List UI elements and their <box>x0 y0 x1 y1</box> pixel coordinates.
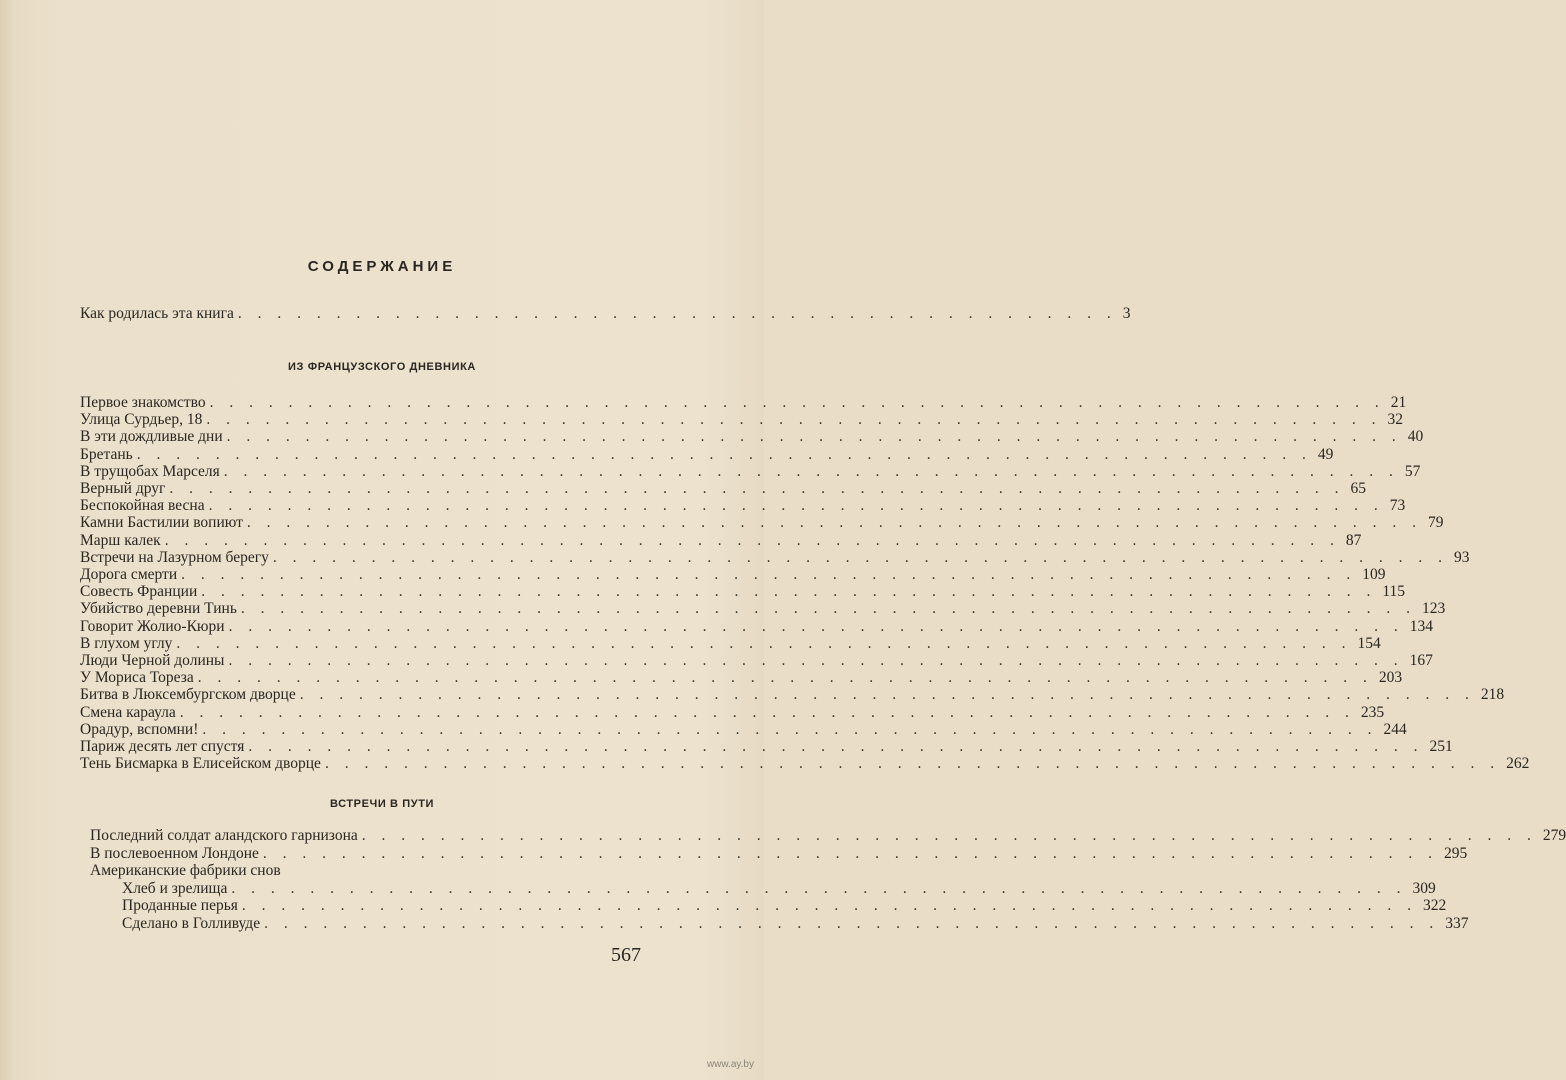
toc-entry-page: 235 <box>1360 703 1385 721</box>
toc-entry-page: 109 <box>1362 566 1386 583</box>
toc-entry-title: Американские фабрики снов <box>90 862 281 880</box>
toc-entry-page: 65 <box>1350 480 1367 497</box>
toc-entry <box>80 531 1362 550</box>
toc-entry <box>122 879 1436 898</box>
toc-leader-dots: . . . . . . . . . . . . . . . . . . . . . . . . . . . . . . . . . . . . . . . . . . . . . . . . . . . . . . . . . . . . <box>324 755 1501 773</box>
toc-entry-title: Первое знакомство <box>80 394 206 411</box>
toc-leader-dots: . . . . . . . . . . . . . . . . . . . . . . . . . . . . . . . . . . . . . . . . . . . . . . . . . . . . . . . . . . . . <box>262 844 1439 862</box>
toc-entry-page: 32 <box>1387 411 1404 429</box>
toc-entry <box>80 411 1404 429</box>
toc-entry-title: Бретань <box>80 445 133 463</box>
toc-entry-title: Сделано в Голливуде <box>122 915 261 932</box>
toc-entry <box>80 634 1381 653</box>
toc-entry-page: 244 <box>1383 720 1407 738</box>
toc-entry-title: Марш калек <box>80 531 161 549</box>
toc-entry <box>80 462 1421 481</box>
toc-entry-title: В трущобах Марселя <box>80 462 220 480</box>
toc-entry-title: Говорит Жолио-Кюри <box>80 617 225 635</box>
toc-entry-title: В послевоенном Лондоне <box>90 844 259 862</box>
toc-entry-title: В эти дождливые дни <box>80 428 223 446</box>
toc-entry <box>80 738 1453 756</box>
toc-entry <box>122 897 1447 915</box>
toc-entry <box>80 686 1505 704</box>
toc-leader-dots: . . . . . . . . . . . . . . . . . . . . . . . . . . . . . . . . . . . . . . . . . . . . . . . . . . . . . . . . . . . . <box>228 617 1404 635</box>
toc-leader-dots: . . . . . . . . . . . . . . . . . . . . . . . . . . . . . . . . . . . . . . . . . . . . . . . . . . . . . . . . . . . . <box>197 669 1373 687</box>
toc-entry <box>90 862 590 880</box>
toc-entry-title: Тень Бисмарка в Елисейском дворце <box>80 755 321 773</box>
toc-entry <box>80 720 1407 739</box>
toc-entry-title: Битва в Люксембургском дворце <box>80 686 296 704</box>
toc-entry <box>80 703 1385 722</box>
toc-leader-dots: . . . . . . . . . . . . . . . . . . . . . . . . . . . . . . . . . . . . . . . . . . . . . . . . . . . . . . . . . . . . <box>179 703 1355 721</box>
toc-leader-dots: . . . . . . . . . . . . . . . . . . . . . . . . . . . . . . . . . . . . . . . . . . . . . . . . . . . . . . . . . . . . <box>181 566 1357 583</box>
toc-entry-page: 115 <box>1382 583 1406 601</box>
toc-entry <box>122 915 1469 933</box>
toc-entry <box>80 566 1386 584</box>
toc-entry-page: 49 <box>1317 445 1334 463</box>
toc-leader-dots: . . . . . . . . . . . . . . . . . . . . . . . . . . . . . . . . . . . . . . . . . . . . . . . . . . . . . . . . . . . . <box>201 583 1377 601</box>
toc-entry-title: Последний солдат аландского гарнизона <box>90 827 358 844</box>
toc-entry-page: 154 <box>1357 634 1381 652</box>
toc-entry <box>80 514 1444 532</box>
toc-entry-page: 309 <box>1412 879 1436 897</box>
toc-entry-page: 251 <box>1429 738 1453 755</box>
toc-entry-page: 337 <box>1445 915 1469 932</box>
toc-entry-title: У Мориса Тореза <box>80 669 194 687</box>
toc-leader-dots: . . . . . . . . . . . . . . . . . . . . . . . . . . . . . . . . . . . . . . . . . . . . . . . . . . . . . . . . . . . . <box>136 445 1312 463</box>
toc-entry-page: 295 <box>1444 844 1468 862</box>
toc-entry <box>90 844 1468 863</box>
toc-entry-title: Улица Сурдьер, 18 <box>80 411 203 429</box>
toc-entry-title: Встречи на Лазурном берегу <box>80 548 269 566</box>
toc-entry-page: 21 <box>1390 394 1407 411</box>
toc-entry <box>80 497 1406 515</box>
toc-entry-page: 40 <box>1407 428 1424 446</box>
toc-entry-page: 3 <box>1122 305 1131 322</box>
toc-entry <box>80 428 1424 446</box>
section-heading-meetings: ВСТРЕЧИ В ПУТИ <box>329 798 435 810</box>
toc-entry-title: Убийство деревни Тинь <box>80 600 237 618</box>
toc-leader-dots: . . . . . . . . . . . . . . . . . . . . . . . . . . . . . . . . . . . . . . . . . . . . . . . . . . . . . . . . . . . . <box>246 514 1423 532</box>
toc-entry-title: Дорога смерти <box>80 566 178 583</box>
toc-leader-dots: . . . . . . . . . . . . . . . . . . . . . . . . . . . . . . . . . . . . . . . . . . . . . . . . . . . . . . . . . . . . <box>264 915 1440 932</box>
toc-entry <box>80 669 1403 687</box>
toc-entry <box>90 827 1566 845</box>
toc-entry <box>80 755 1530 773</box>
toc-leader-dots: . . . . . . . . . . . . . . . . . . . . . . . . . . . . . . . . . . . . . . . . . . . . . . . . . . . . . . . . . . . . <box>209 394 1385 411</box>
toc-leader-dots: . . . . . . . . . . . . . . . . . . . . . . . . . . . . . . . . . . . . . . . . . . . . . <box>237 305 1117 322</box>
toc-leader-dots: . . . . . . . . . . . . . . . . . . . . . . . . . . . . . . . . . . . . . . . . . . . . . . . . . . . . . . . . . . . . <box>248 738 1424 755</box>
toc-entry-title: Как родилась эта книга <box>80 305 234 322</box>
toc-entry-title: Беспокойная весна <box>80 497 205 515</box>
toc-entry <box>80 480 1367 498</box>
toc-entry-page: 218 <box>1480 686 1505 704</box>
toc-leader-dots: . . . . . . . . . . . . . . . . . . . . . . . . . . . . . . . . . . . . . . . . . . . . . . . . . . . . . . . . . . . . <box>164 531 1340 549</box>
toc-entry-intro <box>80 305 1131 323</box>
toc-leader-dots: . . . . . . . . . . . . . . . . . . . . . . . . . . . . . . . . . . . . . . . . . . . . . . . . . . . . . . . . . . . . <box>202 720 1378 738</box>
toc-leader-dots: . . . . . . . . . . . . . . . . . . . . . . . . . . . . . . . . . . . . . . . . . . . . . . . . . . . . . . . . . . . . <box>226 428 1402 446</box>
toc-entry <box>80 652 1433 670</box>
toc-entry-page: 203 <box>1378 669 1403 687</box>
toc-entry-page: 134 <box>1409 617 1433 635</box>
toc-entry-page: 57 <box>1404 462 1421 480</box>
toc-entry-title: Люди Черной долины <box>80 652 225 669</box>
toc-leader-dots: . . . . . . . . . . . . . . . . . . . . . . . . . . . . . . . . . . . . . . . . . . . . . . . . . . . . . . . . . . . . <box>241 897 1418 915</box>
toc-leader-dots: . . . . . . . . . . . . . . . . . . . . . . . . . . . . . . . . . . . . . . . . . . . . . . . . . . . . . . . . . . . . <box>206 411 1382 429</box>
toc-entry-page: 87 <box>1345 531 1362 549</box>
toc-entry-title: Смена караула <box>80 703 176 721</box>
toc-entry-title: Камни Бастилии вопиют <box>80 514 243 532</box>
toc-entry-title: Париж десять лет спустя <box>80 738 245 755</box>
page-title: СОДЕРЖАНИЕ <box>307 258 457 275</box>
toc-entry <box>80 445 1334 464</box>
toc-entry <box>80 583 1406 601</box>
toc-leader-dots: . . . . . . . . . . . . . . . . . . . . . . . . . . . . . . . . . . . . . . . . . . . . . . . . . . . . . . . . . . . . <box>272 548 1448 566</box>
toc-entry <box>80 548 1470 567</box>
toc-entry-title: Проданные перья <box>122 897 238 915</box>
toc-entry-page: 262 <box>1506 755 1530 773</box>
toc-entry <box>80 600 1446 618</box>
toc-leader-dots: . . . . . . . . . . . . . . . . . . . . . . . . . . . . . . . . . . . . . . . . . . . . . . . . . . . . . . . . . . . . <box>223 462 1399 480</box>
toc-entry-page: 322 <box>1423 897 1447 915</box>
toc-entry-page: 73 <box>1389 497 1406 515</box>
page-number: 567 <box>611 944 641 966</box>
toc-leader-dots: . . . . . . . . . . . . . . . . . . . . . . . . . . . . . . . . . . . . . . . . . . . . . . . . . . . . . . . . . . . . <box>169 480 1345 497</box>
toc-entry-title: Совесть Франции <box>80 583 198 601</box>
toc-leader-dots: . . . . . . . . . . . . . . . . . . . . . . . . . . . . . . . . . . . . . . . . . . . . . . . . . . . . . . . . . . . . <box>240 600 1417 618</box>
toc-entry-page: 79 <box>1428 514 1444 532</box>
toc-entry-title: Верный друг <box>80 480 166 497</box>
toc-leader-dots: . . . . . . . . . . . . . . . . . . . . . . . . . . . . . . . . . . . . . . . . . . . . . . . . . . . . . . . . . . . . <box>299 686 1475 704</box>
toc-entry <box>80 617 1433 636</box>
toc-entry-page: 93 <box>1454 548 1470 566</box>
toc-leader-dots: . . . . . . . . . . . . . . . . . . . . . . . . . . . . . . . . . . . . . . . . . . . . . . . . . . . . . . . . . . . . <box>361 827 1537 844</box>
toc-entry-page: 279 <box>1542 827 1566 844</box>
toc-leader-dots: . . . . . . . . . . . . . . . . . . . . . . . . . . . . . . . . . . . . . . . . . . . . . . . . . . . . . . . . . . . . <box>208 497 1384 515</box>
toc-leader-dots: . . . . . . . . . . . . . . . . . . . . . . . . . . . . . . . . . . . . . . . . . . . . . . . . . . . . . . . . . . . . <box>228 652 1404 669</box>
toc-entry <box>80 394 1407 412</box>
section-heading-french-diary: ИЗ ФРАНЦУЗСКОГО ДНЕВНИКА <box>288 361 476 373</box>
watermark: www.ay.by <box>706 1059 754 1070</box>
toc-entry-title: Орадур, вспомни! <box>80 720 199 738</box>
toc-leader-dots: . . . . . . . . . . . . . . . . . . . . . . . . . . . . . . . . . . . . . . . . . . . . . . . . . . . . . . . . . . . . <box>231 879 1407 897</box>
toc-entry-page: 123 <box>1422 600 1446 618</box>
toc-entry-title: Хлеб и зрелища <box>122 879 228 897</box>
toc-leader-dots: . . . . . . . . . . . . . . . . . . . . . . . . . . . . . . . . . . . . . . . . . . . . . . . . . . . . . . . . . . . . <box>176 634 1352 652</box>
toc-entry-title: В глухом углу <box>80 634 173 652</box>
toc-entry-page: 167 <box>1409 652 1433 669</box>
